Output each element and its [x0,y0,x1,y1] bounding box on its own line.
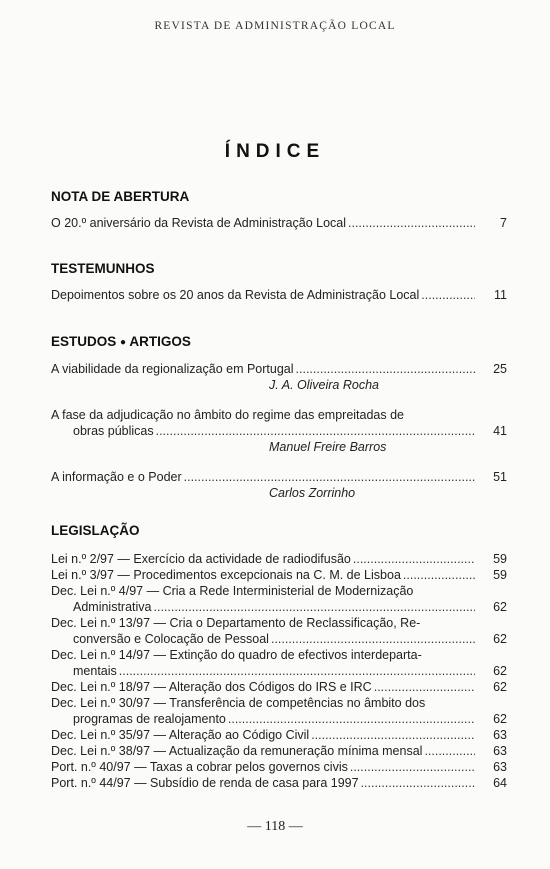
section-legislacao [51,523,507,791]
legislation-list [51,551,507,791]
entry-title-line [51,567,507,583]
entry-page: 25 [493,362,507,376]
entry-title: Lei n.º 2/97 — Exercício da actividade de radiodifusão [51,552,351,566]
toc-entry [51,567,507,583]
entry-author: Carlos Zorrinho [269,486,356,500]
entry-title: obras públicas [73,424,154,438]
leader-dots [403,567,475,583]
toc-entry [51,647,507,679]
entry-page: 51 [493,470,507,484]
toc-entry [51,407,507,455]
entry-page: 63 [493,760,507,774]
entry-title: Dec. Lei n.º 35/97 — Alteração ao Código Civil [51,728,310,742]
entry-title-line [51,775,507,791]
entry-title-line [51,727,507,743]
entry-title: Port. n.º 44/97 — Subsídio de renda de casa para 1997 [51,776,359,790]
entry-page: 62 [493,680,507,694]
toc-entry [51,551,507,567]
section-testemunhos [51,261,507,303]
heading-part: ESTUDOS [51,334,117,349]
entry-title-line: Dec. Lei n.º 14/97 — Extinção do quadro de efectivos interdeparta- [51,648,422,662]
section-nota-de-abertura [51,189,507,231]
entry-page: 62 [493,664,507,678]
entry-title: A informação e o Poder [51,470,182,484]
section-heading: TESTEMUNHOS [51,261,155,276]
entry-page: 41 [493,424,507,438]
toc-entry [51,469,507,485]
leader-dots [353,551,475,567]
entry-title: Dec. Lei n.º 38/97 — Actualização da remuneração mínima mensal [51,744,423,758]
page-title: ÍNDICE [224,141,326,162]
leader-dots [154,599,476,615]
leader-dots [374,679,475,695]
leader-dots [228,711,475,727]
entry-page: 63 [493,744,507,758]
entry-page: 11 [494,288,507,302]
entry-title: Lei n.º 3/97 — Procedimentos excepcionais na C. M. de Lisboa [51,568,401,582]
leader-dots [350,759,475,775]
entry-page: 62 [493,712,507,726]
entry-title-line [51,711,507,727]
section-heading [51,334,507,349]
entry-title-line [51,423,507,439]
entry-title-line [51,663,507,679]
entry-title-line: Dec. Lei n.º 13/97 — Cria o Departamento de Reclassificação, Re- [51,616,421,630]
leader-dots [184,469,475,485]
toc-entry [51,679,507,695]
entry-title-line [51,631,507,647]
section-heading: NOTA DE ABERTURA [51,189,190,204]
entry-title-line [51,551,507,567]
entry-title-line: Dec. Lei n.º 30/97 — Transferência de competências no âmbito dos [51,696,426,710]
toc-entry [51,759,507,775]
entry-author: Manuel Freire Barros [269,440,387,454]
entry-title-line: A fase da adjudicação no âmbito do regime das empreitadas de [51,408,405,422]
entry-title: Administrativa [73,600,152,614]
entry-page: 59 [493,552,507,566]
toc-entry [51,743,507,759]
entry-page: 7 [500,216,507,230]
leader-dots [421,287,475,303]
leader-dots [296,361,475,377]
entry-page: 59 [493,568,507,582]
entry-title: conversão e Colocação de Pessoal [73,632,269,646]
leader-dots [156,423,475,439]
toc-entry [51,727,507,743]
entry-title: mentais [73,664,117,678]
entry-author: J. A. Oliveira Rocha [269,378,379,392]
entry-title-line [51,679,507,695]
entry-title-line [51,743,507,759]
entry-page: 62 [493,632,507,646]
leader-dots [311,727,475,743]
entry-title: Depoimentos sobre os 20 anos da Revista de Administração Local [51,288,420,302]
leader-dots [424,743,475,759]
toc-entry [51,215,507,231]
toc-entry [51,695,507,727]
leader-dots [271,631,475,647]
toc-entry [51,583,507,615]
section-heading: LEGISLAÇÃO [51,523,140,538]
toc-entry [51,361,507,377]
entry-page: 62 [493,600,507,614]
leader-dots [361,775,475,791]
entry-page: 63 [493,728,507,742]
entry-title: programas de realojamento [73,712,226,726]
entry-title: A viabilidade da regionalização em Portugal [51,362,294,376]
leader-dots [348,215,475,231]
table-of-contents [51,189,507,791]
toc-entry [51,615,507,647]
entry-title: O 20.º aniversário da Revista de Administração Local [51,216,346,230]
heading-part: ARTIGOS [129,334,191,349]
page-number: — 118 — [247,819,303,834]
bullet-icon: ● [120,336,127,348]
toc-entry [51,287,507,303]
entry-title: Dec. Lei n.º 18/97 — Alteração dos Códigos do IRS e IRC [51,680,372,694]
running-header: REVISTA DE ADMINISTRAÇÃO LOCAL [154,20,396,32]
entry-title-line [51,759,507,775]
section-estudos-artigos [51,334,507,501]
toc-entry [51,775,507,791]
entry-page: 64 [493,776,507,790]
entry-title-line: Dec. Lei n.º 4/97 — Cria a Rede Interministerial de Modernização [51,584,414,598]
entry-title: Port. n.º 40/97 — Taxas a cobrar pelos governos civis [51,760,348,774]
leader-dots [119,663,475,679]
entry-title-line [51,599,507,615]
